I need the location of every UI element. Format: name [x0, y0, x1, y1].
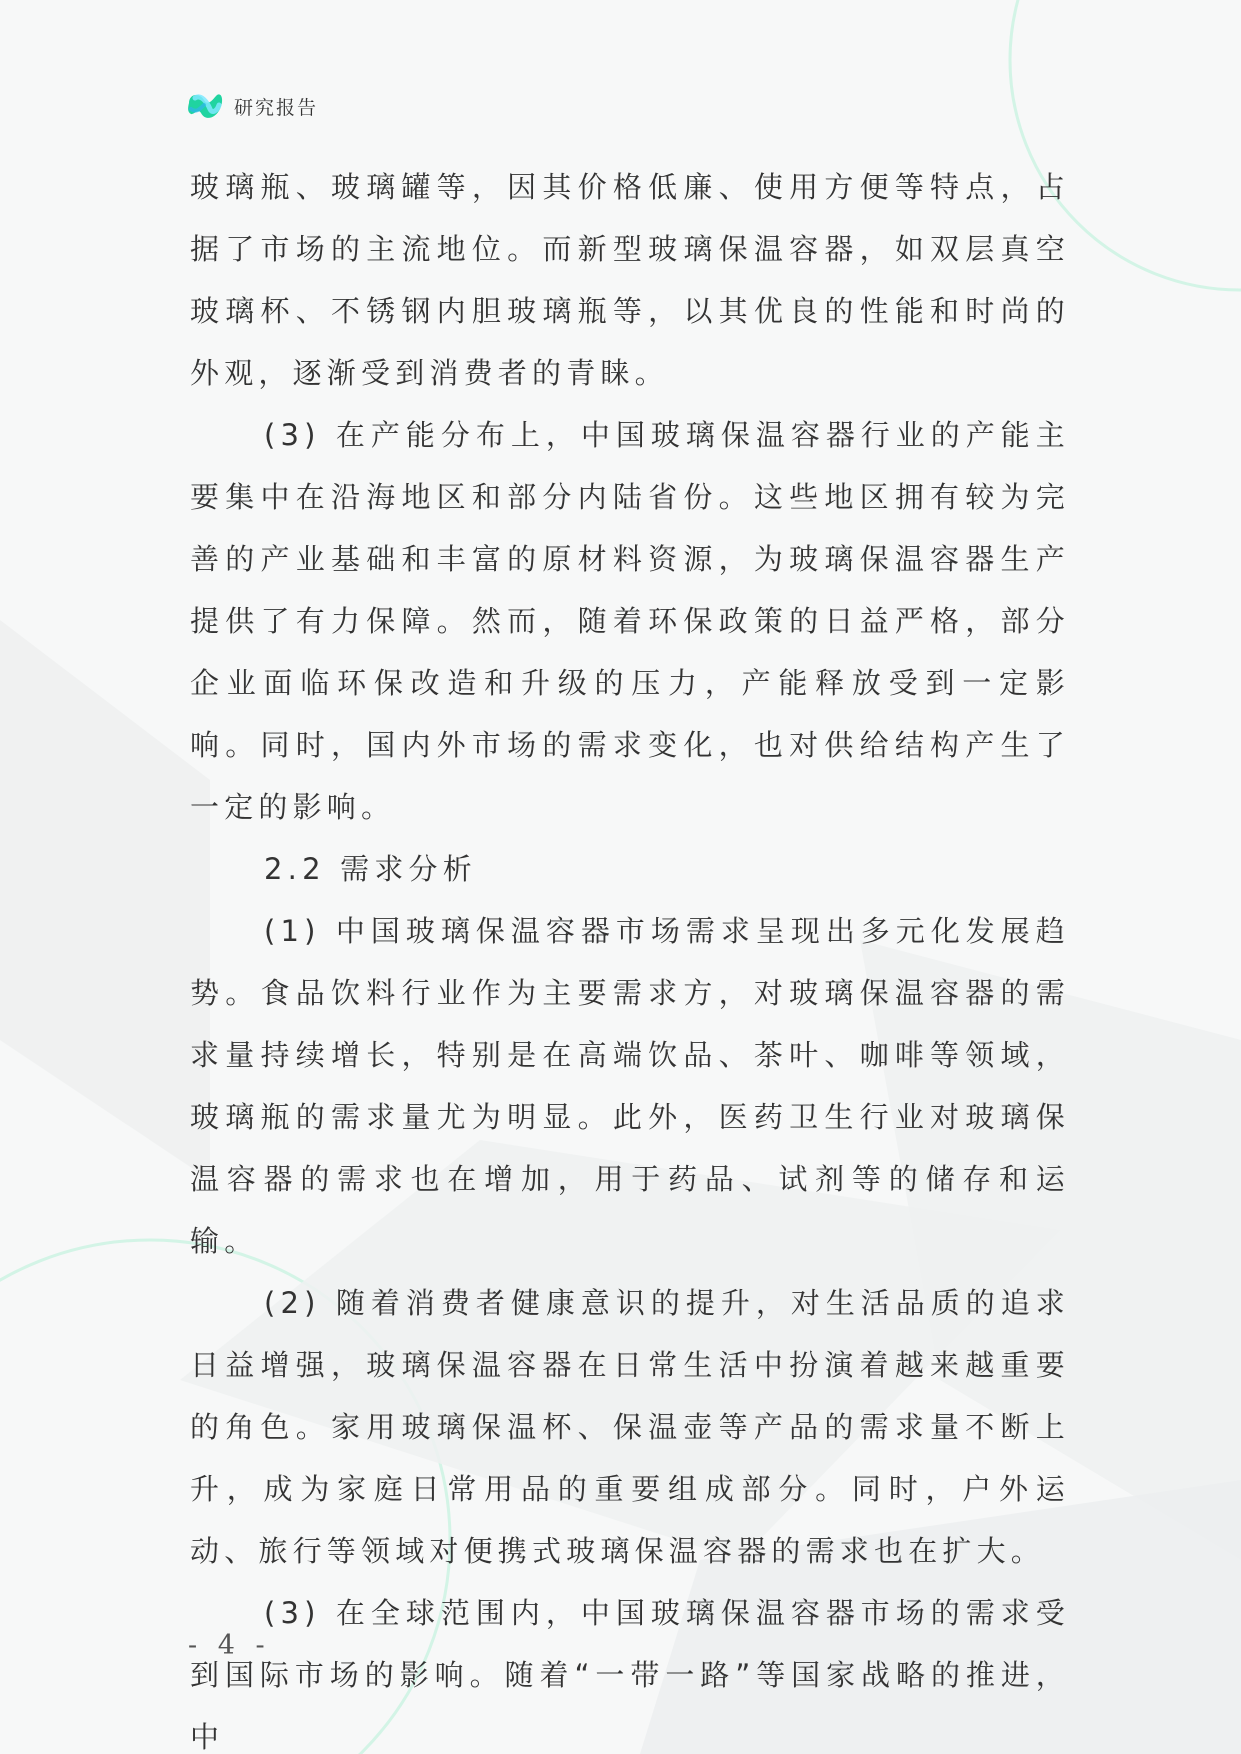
- report-title: 研究报告: [234, 96, 319, 119]
- paragraph-demand-diversification: (1) 中国玻璃保温容器市场需求呈现出多元化发展趋势。食品饮料行业作为主要需求方，对玻璃保温容器的需求量持续增长，特别是在高端饮品、茶叶、咖啡等领域，玻璃瓶的需求量尤为明显。此外，医药卫生行业对玻璃保温容器的需求也在增加，用于药品、试剂等的储存和运输。: [190, 914, 1070, 1258]
- brand-logo-icon: [186, 89, 224, 123]
- paragraph-global-demand: (3) 在全球范围内，中国玻璃保温容器市场的需求受到国际市场的影响。随着“一带一路”等国家战略的推进，中: [190, 1596, 1070, 1754]
- page-number: - 4 -: [188, 1630, 271, 1661]
- paragraph-capacity-distribution: (3) 在产能分布上，中国玻璃保温容器行业的产能主要集中在沿海地区和部分内陆省份。这些地区拥有较为完善的产业基础和丰富的原材料资源，为玻璃保温容器生产提供了有力保障。然而，随着环保政策的日益严格，部分企业面临环保改造和升级的压力，产能释放受到一定影响。同时，国内外市场的需求变化，也对供给结构产生了一定的影响。: [190, 418, 1070, 824]
- paragraph-product-types: 玻璃瓶、玻璃罐等，因其价格低廉、使用方便等特点，占据了市场的主流地位。而新型玻璃保温容器，如双层真空玻璃杯、不锈钢内胆玻璃瓶等，以其优良的性能和时尚的外观，逐渐受到消费者的青睐。: [190, 170, 1070, 390]
- report-header: [186, 88, 318, 124]
- paragraph-consumer-health-awareness: (2) 随着消费者健康意识的提升，对生活品质的追求日益增强，玻璃保温容器在日常生活中扮演着越来越重要的角色。家用玻璃保温杯、保温壶等产品的需求量不断上升，成为家庭日常用品的重要组成部分。同时，户外运动、旅行等领域对便携式玻璃保温容器的需求也在扩大。: [190, 1286, 1070, 1568]
- section-heading-demand-analysis: 2.2 需求分析: [264, 852, 477, 886]
- report-content: [190, 156, 1070, 1754]
